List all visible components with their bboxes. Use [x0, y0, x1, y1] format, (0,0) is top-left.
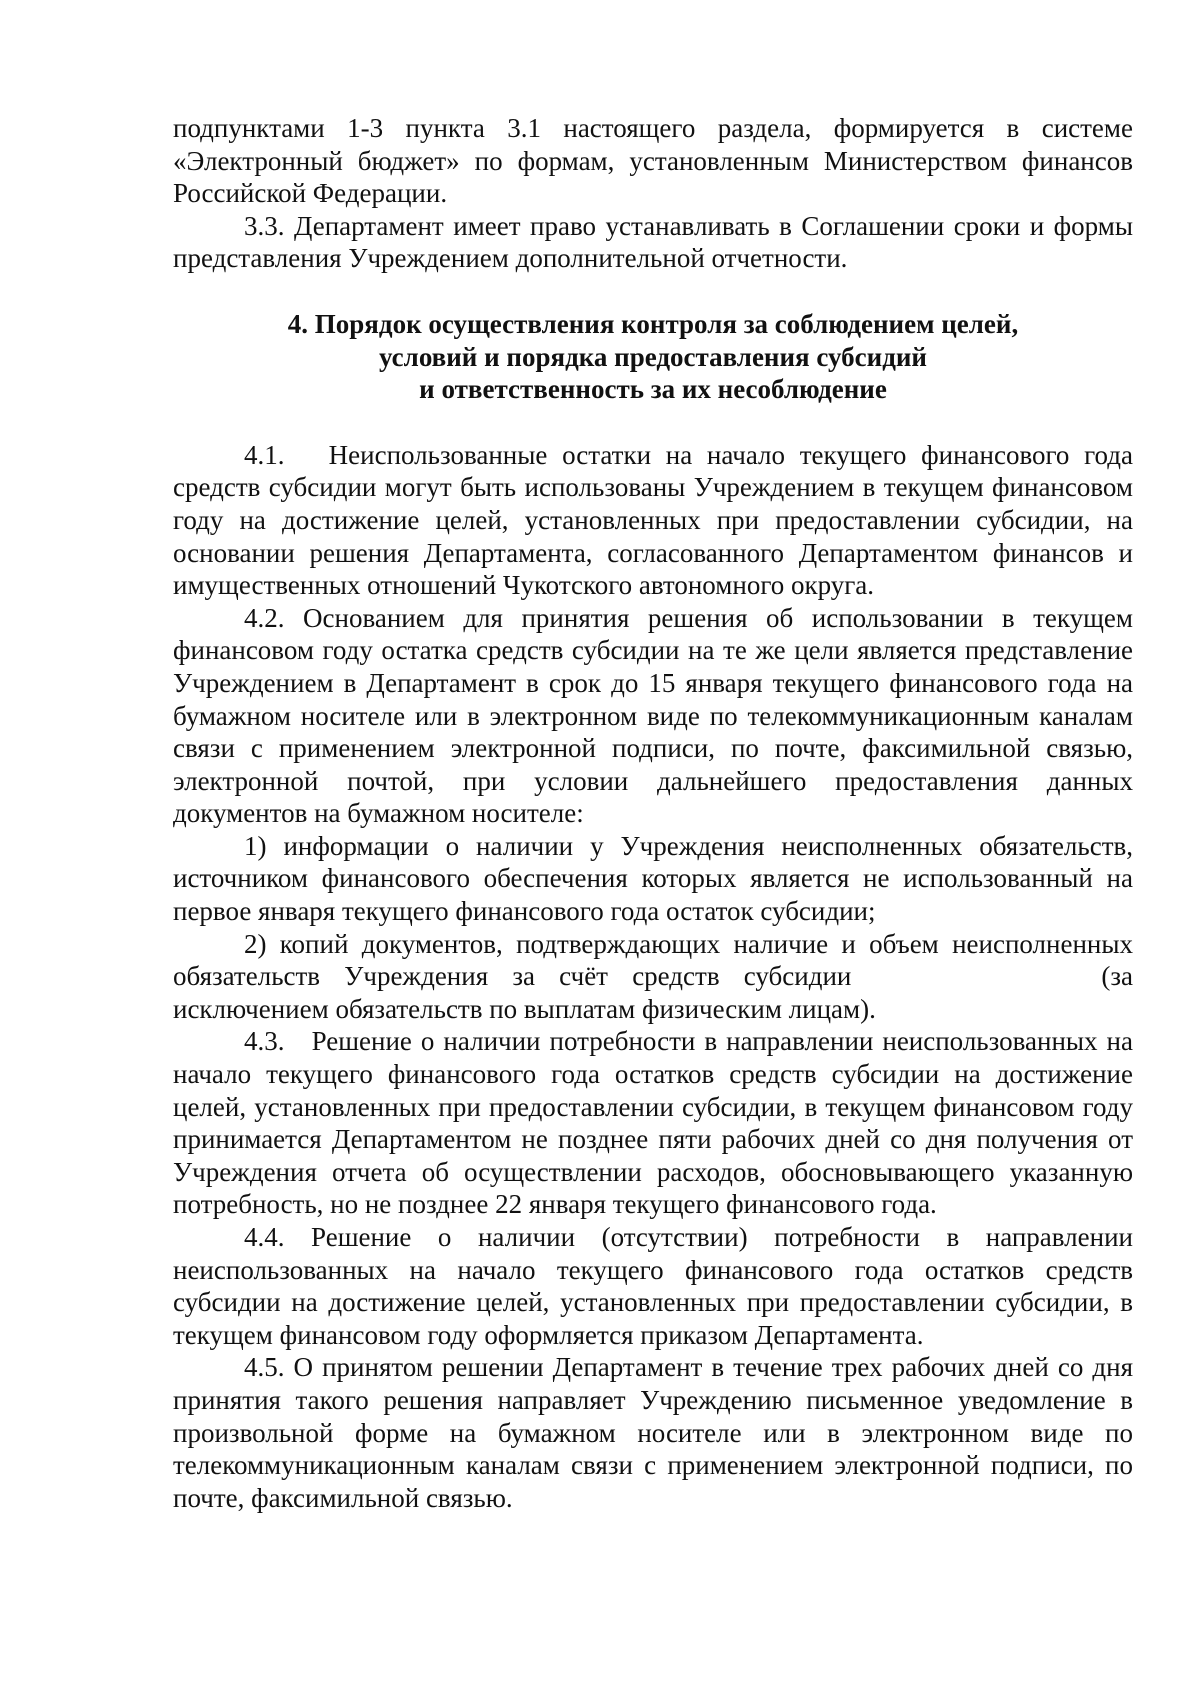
- paragraph-4-2-item-1: 1) информации о наличии у Учреждения неисполненных обязательств, источником финансового обеспечения которых является не использованный на первое января текущего финансового года остаток субсидии;: [173, 830, 1133, 927]
- paragraph-4-4: 4.4. Решение о наличии (отсутствии) потребности в направлении неиспользованных на начало текущего финансового года остатков средств субсидии на достижение целей, установленных при предоставлении субсидии, в текущем финансовом году оформляется приказом Департамента.: [173, 1222, 1133, 1350]
- section-heading-line-2: условий и порядка предоставления субсидий: [379, 341, 927, 372]
- paragraph-4-2-item-2: [173, 928, 1133, 1026]
- paragraph-continuation: подпунктами 1-3 пункта 3.1 настоящего раздела, формируется в системе «Электронный бюджет» по формам, установленным Министерством финансов Российской Федерации.: [173, 113, 1133, 209]
- paragraph-4-5: 4.5. О принятом решении Департамент в течение трех рабочих дней со дня принятия такого решения направляет Учреждению письменное уведомление в произвольной форме на бумажном носителе или в электронном виде по телекоммуникационным каналам связи с применением электронной подписи, по почте, факсимильной связью.: [173, 1352, 1133, 1513]
- paragraph-4-2-item-2-paren: (за: [1101, 961, 1133, 992]
- section-heading-4: [173, 308, 1133, 406]
- paragraph-4-2-item-2-end: исключением обязательств по выплатам физическим лицам).: [173, 993, 876, 1024]
- paragraph-3-3: 3.3. Департамент имеет право устанавливать в Соглашении сроки и формы представления Учреждением дополнительной отчетности.: [173, 210, 1133, 274]
- document-page: [173, 112, 1140, 1514]
- paragraph-4-2: 4.2. Основанием для принятия решения об использовании в текущем финансовом году остатка средств субсидии на те же цели является представление Учреждением в Департамент в срок до 15 января текущего финансового года на бумажном носителе или в электронном виде по телекоммуникационным каналам связи с применением электронной подписи, по почте, факсимильной связью, электронной почтой, при условии дальнейшего предоставления данных документов на бумажном носителе:: [173, 602, 1133, 829]
- section-heading-line-1: 4. Порядок осуществления контроля за соблюдением целей,: [287, 308, 1019, 339]
- paragraph-4-3: 4.3. Решение о наличии потребности в направлении неиспользованных на начало текущего финансового года остатков средств субсидии на достижение целей, установленных при предоставлении субсидии, в текущем финансовом году принимается Департаментом не позднее пяти рабочих дней со дня получения от Учреждения отчета об осуществлении расходов, обосновывающего указанную потребность, но не позднее 22 января текущего финансового года.: [173, 1026, 1140, 1220]
- section-heading-line-3: и ответственность за их несоблюдение: [419, 374, 887, 405]
- paragraph-4-1: 4.1. Неиспользованные остатки на начало текущего финансового года средств субсидии могут быть использованы Учреждением в текущем финансовом году на достижение целей, установленных при предоставлении субсидии, на основании решения Департамента, согласованного Департаментом финансов и имущественных отношений Чукотского автономного округа.: [173, 439, 1140, 601]
- paragraph-4-2-item-2-text: 2) копий документов, подтверждающих наличие и объем неисполненных обязательств Учреждения за счёт средств субсидии: [173, 928, 1133, 992]
